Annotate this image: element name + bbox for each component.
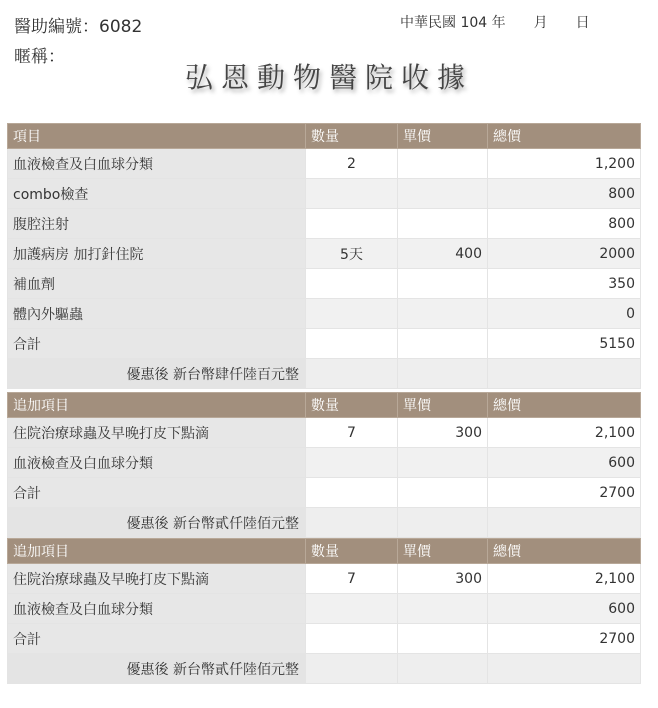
item-name-cell: 住院治療球蟲及早晚打皮下點滴 [8, 418, 306, 448]
discount-row [8, 359, 641, 389]
discount-row [8, 654, 641, 684]
table-row [8, 624, 641, 654]
column-header-price: 單價 [398, 539, 488, 564]
unit-price-cell [398, 448, 488, 478]
column-header-item: 追加項目 [8, 539, 306, 564]
column-header-price: 單價 [398, 393, 488, 418]
total-price-cell: 2000 [488, 239, 641, 269]
column-header-qty: 數量 [306, 124, 398, 149]
unit-price-cell: 300 [398, 418, 488, 448]
empty-cell [488, 508, 641, 538]
table-row [8, 239, 641, 269]
quantity-cell: 5天 [306, 239, 398, 269]
empty-cell [398, 359, 488, 389]
quantity-cell [306, 299, 398, 329]
total-price-cell: 2,100 [488, 418, 641, 448]
discount-text: 優惠後 新台幣貳仟陸佰元整 [8, 654, 306, 684]
item-name-cell: 合計 [8, 329, 306, 359]
empty-cell [398, 654, 488, 684]
item-name-cell: 加護病房 加打針住院 [8, 239, 306, 269]
total-price-cell: 1,200 [488, 149, 641, 179]
item-name-cell: 住院治療球蟲及早晚打皮下點滴 [8, 564, 306, 594]
column-header-item: 項目 [8, 124, 306, 149]
page-title: 弘恩動物醫院收據 [184, 61, 473, 94]
unit-price-cell [398, 149, 488, 179]
unit-price-cell [398, 209, 488, 239]
total-price-cell: 2700 [488, 624, 641, 654]
item-name-cell: 合計 [8, 624, 306, 654]
unit-price-cell: 300 [398, 564, 488, 594]
empty-cell [306, 654, 398, 684]
discount-text: 優惠後 新台幣肆仟陸百元整 [8, 359, 306, 389]
item-name-cell: combo檢查 [8, 179, 306, 209]
column-header-total: 總價 [488, 539, 641, 564]
item-name-cell: 腹腔注射 [8, 209, 306, 239]
item-name-cell: 補血劑 [8, 269, 306, 299]
total-price-cell: 600 [488, 594, 641, 624]
quantity-cell [306, 624, 398, 654]
empty-cell [488, 359, 641, 389]
column-header-qty: 數量 [306, 539, 398, 564]
total-price-cell: 5150 [488, 329, 641, 359]
quantity-cell: 7 [306, 418, 398, 448]
unit-price-cell [398, 329, 488, 359]
quantity-cell [306, 179, 398, 209]
receipt-table-additional-1 [7, 392, 641, 538]
quantity-cell: 2 [306, 149, 398, 179]
column-header-qty: 數量 [306, 393, 398, 418]
quantity-cell: 7 [306, 564, 398, 594]
table-row [8, 179, 641, 209]
total-price-cell: 2,100 [488, 564, 641, 594]
table-row [8, 299, 641, 329]
empty-cell [306, 508, 398, 538]
quantity-cell [306, 329, 398, 359]
nickname-label: 暱稱： [14, 47, 65, 67]
total-price-cell: 600 [488, 448, 641, 478]
item-name-cell: 血液檢查及白血球分類 [8, 594, 306, 624]
table-row [8, 478, 641, 508]
unit-price-cell [398, 179, 488, 209]
table-row [8, 269, 641, 299]
item-name-cell: 體內外驅蟲 [8, 299, 306, 329]
date-text: 中華民國 104 年 月 日 [400, 15, 590, 31]
column-header-item: 追加項目 [8, 393, 306, 418]
quantity-cell [306, 594, 398, 624]
receipt-table-main [7, 123, 641, 389]
empty-cell [306, 359, 398, 389]
quantity-cell [306, 448, 398, 478]
table-header-row [8, 539, 641, 564]
table-header-row [8, 124, 641, 149]
item-name-cell: 血液檢查及白血球分類 [8, 149, 306, 179]
unit-price-cell [398, 624, 488, 654]
total-price-cell: 0 [488, 299, 641, 329]
table-header-row [8, 393, 641, 418]
total-price-cell: 800 [488, 179, 641, 209]
table-row [8, 594, 641, 624]
table-row [8, 448, 641, 478]
column-header-total: 總價 [488, 124, 641, 149]
unit-price-cell: 400 [398, 239, 488, 269]
unit-price-cell [398, 269, 488, 299]
total-price-cell: 2700 [488, 478, 641, 508]
item-name-cell: 合計 [8, 478, 306, 508]
quantity-cell [306, 209, 398, 239]
column-header-price: 單價 [398, 124, 488, 149]
unit-price-cell [398, 478, 488, 508]
table-row [8, 564, 641, 594]
discount-text: 優惠後 新台幣貳仟陸佰元整 [8, 508, 306, 538]
table-row [8, 209, 641, 239]
record-number: 醫助編號：6082 [14, 17, 143, 37]
column-header-total: 總價 [488, 393, 641, 418]
unit-price-cell [398, 299, 488, 329]
quantity-cell [306, 478, 398, 508]
empty-cell [398, 508, 488, 538]
table-row [8, 329, 641, 359]
unit-price-cell [398, 594, 488, 624]
total-price-cell: 800 [488, 209, 641, 239]
receipt-table-additional-2 [7, 538, 641, 684]
table-row [8, 418, 641, 448]
quantity-cell [306, 269, 398, 299]
total-price-cell: 350 [488, 269, 641, 299]
table-row [8, 149, 641, 179]
discount-row [8, 508, 641, 538]
empty-cell [488, 654, 641, 684]
item-name-cell: 血液檢查及白血球分類 [8, 448, 306, 478]
